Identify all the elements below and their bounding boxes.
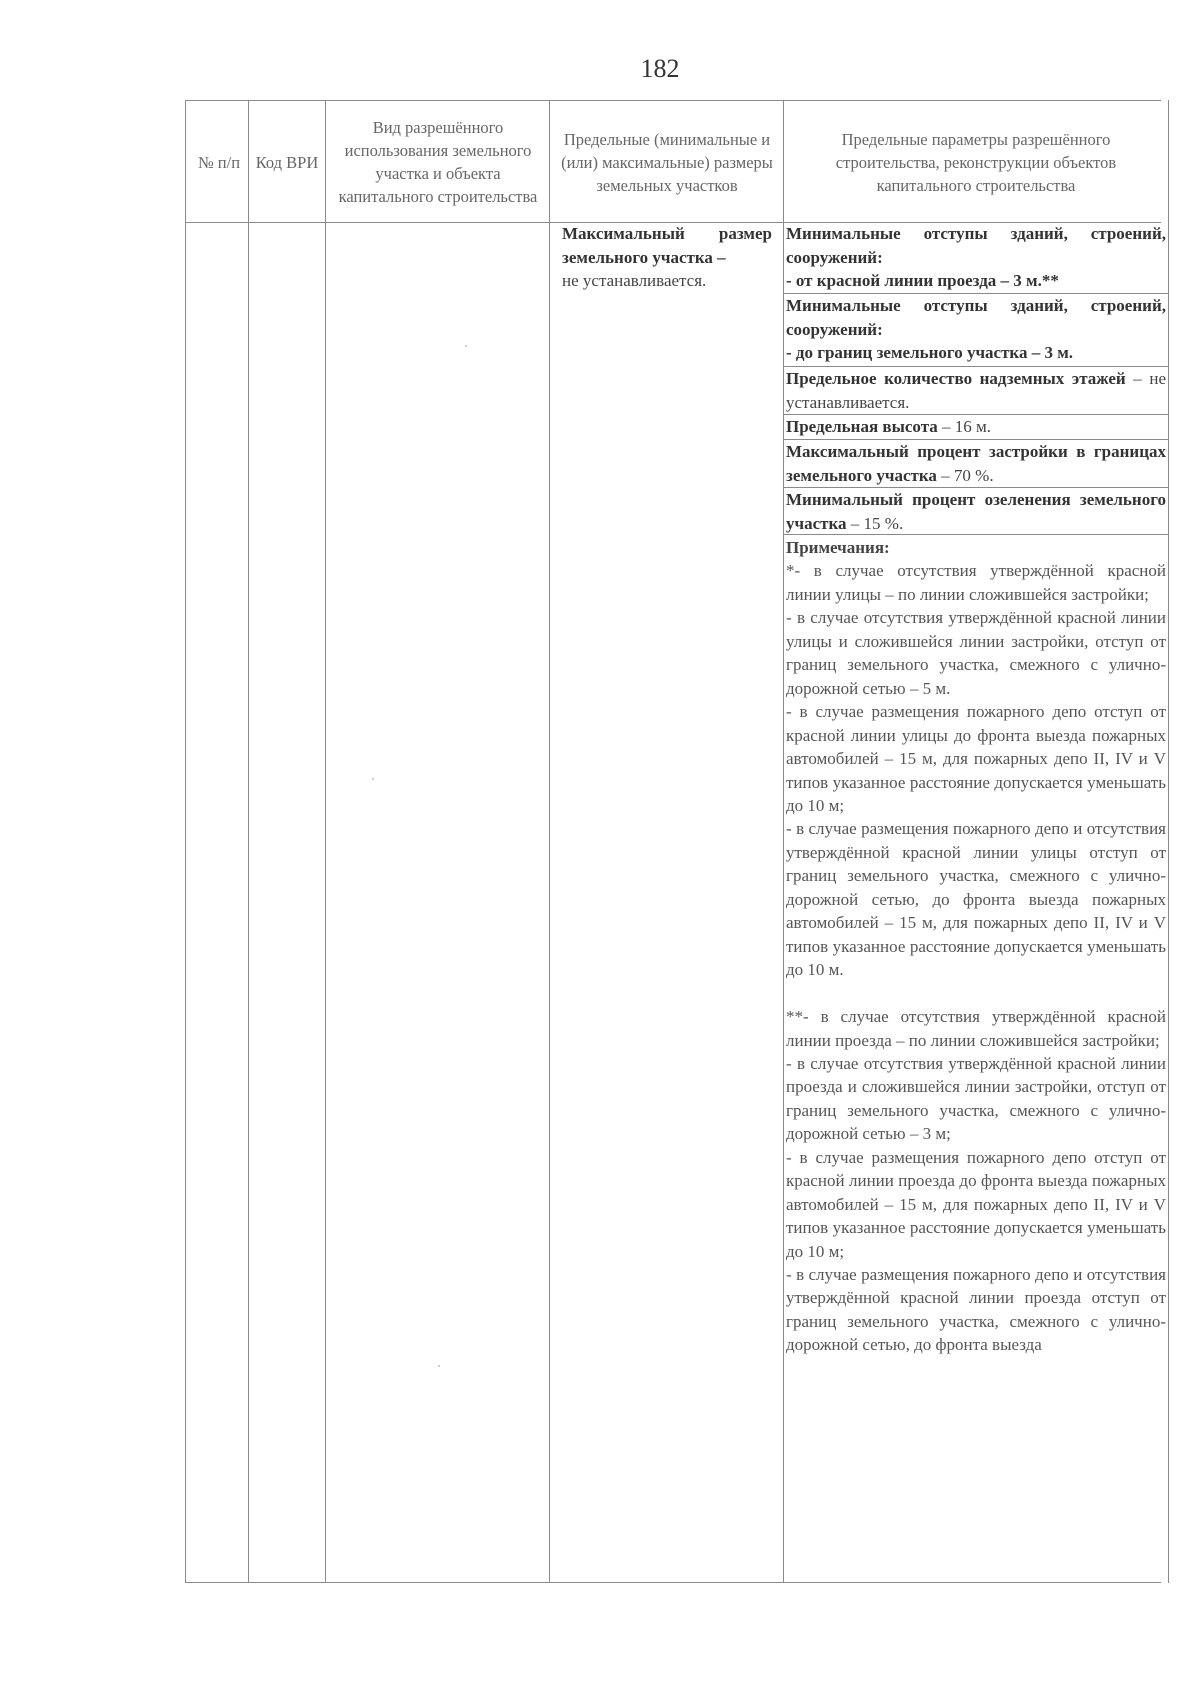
column-divider-3 — [325, 100, 326, 1583]
note-paragraph: - в случае отсутствия утверждённой красной линии улицы и сложившейся линии застройки, отступ от границ земельного участка, смежного с улично-дорожной сетью – 5 м. — [786, 608, 1166, 698]
header-use-type: Вид разрешённого использования земельного участка и объекта капитального строительства — [338, 118, 538, 206]
note-paragraph: *- в случае отсутствия утверждённой красной линии улицы – по линии сложившейся застройки; — [786, 561, 1166, 604]
column-divider-6 — [1168, 100, 1169, 1583]
param-value: - до границ земельного участка – 3 м. — [786, 343, 1074, 363]
header-parameters: Предельные параметры разрешённого строительства, реконструкции объектов капитального строительства — [835, 129, 1117, 195]
notes-block — [786, 536, 1166, 1357]
note-paragraph: - в случае размещения пожарного депо отступ от красной линии проезда до фронта выезда пожарных автомобилей – 15 м, для пожарных депо II, IV и V типов указанное расстояние допускается уменьшать до 10 м; — [786, 1147, 1166, 1261]
param-divider — [784, 534, 1168, 535]
page-number: 182 — [640, 54, 680, 83]
header-land-size: Предельные (минимальные и (или) максимальные) размеры земельных участков — [561, 129, 773, 195]
column-divider-4 — [549, 100, 550, 1583]
land-size-value: не устанавливается. — [562, 271, 707, 291]
param-value: - от красной линии проезда – 3 м.** — [786, 271, 1059, 291]
param-label: Максимальный процент застройки в границах земельного участка — [786, 442, 1166, 485]
note-spacer — [786, 982, 1166, 1005]
param-label: Предельная высота — [786, 417, 938, 436]
scan-speck — [465, 345, 467, 347]
param-setback-boundary — [786, 294, 1166, 365]
header-code: Код ВРИ — [255, 152, 319, 172]
note-paragraph: - в случае размещения пожарного депо и отсутствия утверждённой красной линии улицы отступ от границ земельного участка, смежного с улично-дорожной сетью, до фронта выезда пожарных автомобилей – 15 м, для пожарных депо II, IV и V типов указанное расстояние допускается уменьшать до 10 м. — [786, 819, 1166, 980]
param-max-coverage — [786, 440, 1166, 487]
param-min-greening — [786, 488, 1166, 535]
scan-speck — [438, 1365, 440, 1367]
table-top-border — [185, 100, 1161, 101]
param-label: Минимальный процент озеленения земельного участка — [786, 490, 1166, 533]
note-paragraph: - в случае отсутствия утверждённой красной линии проезда и сложившейся линии застройки, отступ от границ земельного участка, смежного с улично-дорожной сетью – 3 м; — [786, 1053, 1166, 1144]
column-divider-2 — [248, 100, 249, 1583]
notes-title: Примечания: — [786, 538, 890, 557]
column-divider-1 — [185, 100, 186, 1583]
land-size-cell — [562, 222, 772, 293]
param-floors — [786, 367, 1166, 414]
table-bottom-border — [185, 1582, 1161, 1583]
scan-speck — [372, 778, 374, 780]
param-value: – не устанавливается. — [786, 369, 1166, 412]
param-label: Минимальные отступы зданий, строений, сооружений: — [786, 296, 1166, 339]
note-paragraph: **- в случае отсутствия утверждённой красной линии проезда – по линии сложившейся застройки; — [786, 1007, 1166, 1050]
param-value: – 70 %. — [936, 465, 994, 485]
param-height — [786, 415, 1166, 439]
param-label: Предельное количество надземных этажей — [786, 369, 1126, 388]
param-value: – 16 м. — [937, 417, 992, 436]
note-paragraph: - в случае размещения пожарного депо отступ от красной линии улицы до фронта выезда пожарных автомобилей – 15 м, для пожарных депо II, IV и V типов указанное расстояние допускается уменьшать до 10 м; — [786, 702, 1166, 815]
param-label: Минимальные отступы зданий, строений, сооружений: — [786, 224, 1166, 267]
header-number: № п/п — [197, 152, 241, 172]
land-size-label: Максимальный размер земельного участка – — [562, 224, 772, 267]
column-divider-5 — [783, 100, 784, 1583]
param-value: – 15 %. — [846, 513, 904, 533]
note-paragraph: - в случае размещения пожарного депо и отсутствия утверждённой красной линии проезда отступ от границ земельного участка, смежного с улично-дорожной сетью, до фронта выезда — [786, 1265, 1166, 1355]
param-setback-red-line — [786, 222, 1166, 293]
